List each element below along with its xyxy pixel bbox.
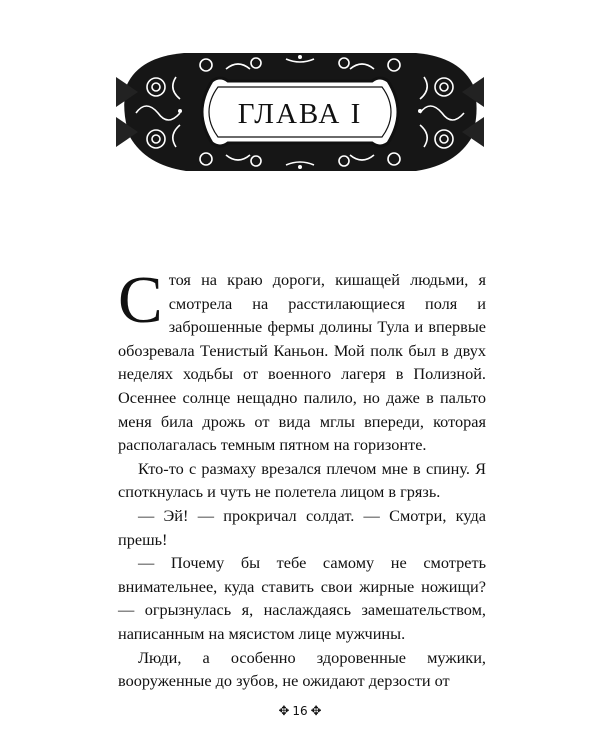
page-number: 16 [292,704,308,718]
paragraph [118,263,486,457]
chapter-header-ornament [116,47,484,177]
paragraph: — Почему бы тебе самому не смотреть внимательнее, куда ставить свои жирные ножищи? — огрызнулась я, наслаждаясь замешательством, написанным на мясистом лице мужчины. [118,553,486,643]
footer-ornament-left-icon: ✥ [278,704,290,719]
page-footer [0,704,600,719]
paragraph: Кто-то с размаху врезался плечом мне в спину. Я споткнулась и чуть не полетела лицом в грязь. [118,458,486,502]
paragraph-text: тоя на краю дороги, кишащей людьми, я смотрела на расстилающиеся поля и заброшенные фермы долины Тула и впервые обозревала Тенистый Каньон. Мой полк был в двух неделях ходьбы от военного лагеря в Полизной. Осеннее солнце нещадно палило, но даже в пальто меня била дрожь от вида мглы впереди, которая располагалась темным пятном на горизонте. [118,270,486,455]
footer-ornament-right-icon: ✥ [310,704,322,719]
paragraph: — Эй! — прокричал солдат. — Смотри, куда прешь! [118,505,486,549]
chapter-title: ГЛАВА I [237,97,363,130]
paragraph: Люди, а особенно здоровенные мужики, вооруженные до зубов, не ожидают дерзости от [118,647,486,691]
drop-cap: С [118,263,163,337]
body-text [118,263,486,693]
